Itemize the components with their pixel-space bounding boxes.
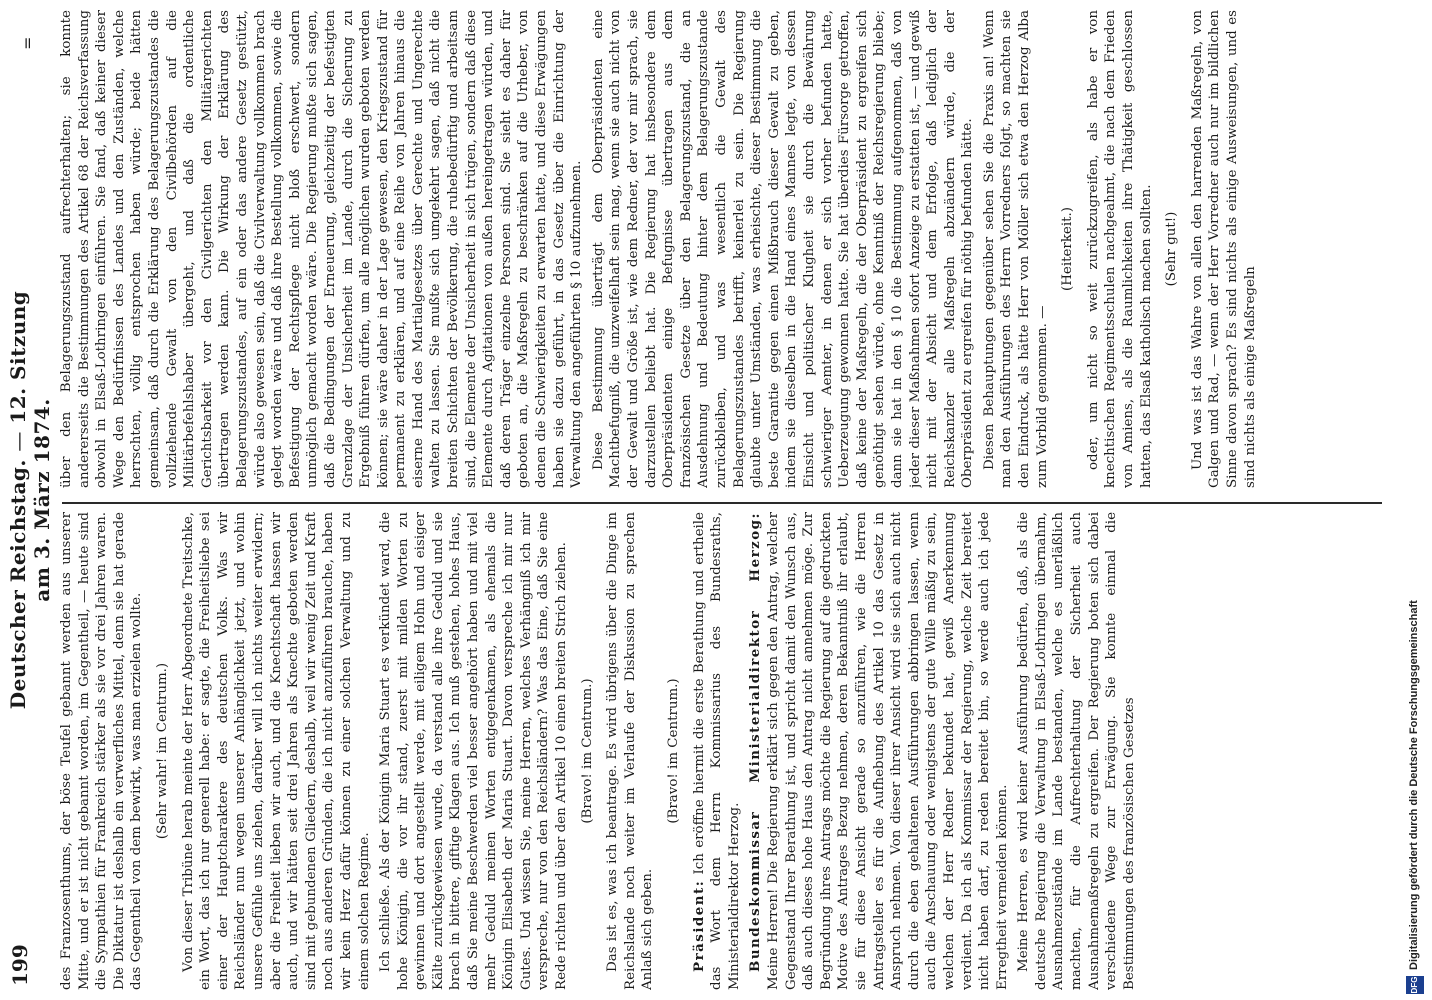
paragraph	[1015, 512, 1138, 990]
paragraph-text: Meine Herren! Die Regierung erklärt sich gegen den Antrag, welcher Gegenstand Ihrer Berathung ist, und spricht damit den Wunsch aus, daß auch dieses hohe Haus den Antrag nicht annehmen möge. Zur Begründung ihres Antrags möchte die Regierung auf die gedruckten Motive des Antrages Bezug nehmen, deren Bekanntniß ihr erlaubt, sie für diese Ansicht gerade so anzuführen, wie die Herren Antragsteller es für die Aufhebung des Artikel 10 das Gesetz in Anspruch nehmen. Von dieser ihrer Ansicht wird sie sich auch nicht durch die eben gehaltenen Ausführungen abbringen lassen, wenn auch die Anschauung oder wenigstens der gute Wille mäßig zu sein, welchen der Herr Redner bekundet hat, gewiß Anerkennung verdient. Da ich als Kommissar der Regierung, welche Zeit bereitet nicht haben darf, zu reden bereitet bin, so werde auch ich jede Erregtheit vermeiden können.	[765, 512, 1010, 990]
paragraph-text: Diesen Behauptungen gegenüber sehen Sie die Praxis an! Wenn man den Ausführungen des Herrn Vorredners folgt, so machten sie den Eindruck, als hätte Herr von Möller sich etwa den Herzog Alba zum Vorbild genommen. —	[981, 10, 1050, 488]
header-mark: =	[18, 36, 37, 50]
paragraph	[981, 10, 1051, 488]
interjection: (Bravo! im Centrum.)	[579, 678, 595, 824]
left-text-column	[58, 512, 1388, 990]
paragraph-text: des Franzosenthums, der böse Teufel gebannt werden aus unserer Mitte, und er ist nicht gebannt worden, im Gegentheil, — heute sind die Sympathien für Frankreich stärker als sie vor drei Jahren waren. Die Diktatur ist deshalb ein verwerfliches Mittel, denn sie hat gerade das Gegentheil von dem bewirkt, was man erzielen wollte.	[59, 512, 145, 990]
running-title-left: Deutscher Reichstag.	[6, 459, 30, 710]
paragraph	[691, 512, 744, 990]
speaker-name: Präsident:	[690, 879, 707, 972]
paragraph-text: Meine Herren, es wird keiner Ausführung bedürfen, daß, als die deutsche Regierung die Verwaltung in Elsaß-Lothringen übernahm, Ausnahmezustände im Lande bestanden, welche es unerläßlich machten, für die Aufrechterhaltung der Sicherheit auch Ausnahmemaßregeln zu ergreifen. Der Regierung boten sich dabei verschiedene Wege zur Erwägung. Sie konnte einmal die Bestimmungen des französischen Gesetzes	[1016, 512, 1137, 990]
paragraph	[590, 10, 977, 488]
page-number: 199	[8, 944, 32, 986]
paragraph	[1085, 10, 1155, 488]
running-title-separator: —	[6, 431, 30, 452]
interjection: (Bravo! im Centrum.)	[666, 678, 681, 824]
credit-text: Digitalisierung gefördert durch die Deutsche Forschungsgemeinschaft	[1408, 600, 1420, 970]
right-text-column	[58, 10, 1388, 488]
paragraph-text: oder, um nicht so weit zurückzugreifen, als habe er von knechtischen Regimentsschulen nachgeahmt, die nach dem Frieden von Amiens, als die Raumlichkeiten ihre Thätigkeit geschlossen hatten, das Elsaß katholisch machen sollten.	[1085, 10, 1154, 488]
paragraph-text: über den Belagerungszustand aufrechterhalten; sie konnte andererseits die Bestimmungen des Artikel 68 der Reichsverfassung obwohl in Elsaß-Lothringen einführen. Sie fand, daß keiner dieser Wege den Bedürfnissen des Landes und den Zuständen, welche herrschten, völlig entsprochen haben würde; beide hätten gemeinsam, daß durch die Erklärung des Belagerungszustandes die vollziehende Gewalt von den Civilbehörden auf die Militärbefehlshaber übergeht, und daß die ordentliche Gerichtsbarkeit vor den Civilgerichten den Militärgerichten übertragen werden kann. Die Wirkung der Erklärung des Belagerungszustandes, auf ein oder das andere Gesetz gestützt, würde also gewesen sein, daß die Civilverwaltung vollkommen brach gelegt worden wäre und daß ihre Bestellung vollkommen, sowie die Befestigung der Rechtspflege nicht bloß erschwert, sondern unmöglich gemacht worden wäre. Die Regierung mußte sich sagen, daß die Bedingungen der Erneuerung, gleichzeitig der befestigten Grenzlage der Unsicherheit im Lande, durch die Sicherung zu Ergebniß führen dürfen, um alle möglichen wurden geboten werden können; sie wäre daher in der Lage gewesen, den Kriegszustand für permanent zu erklären, und auf eine Reihe von Jahren hinaus die eiserne Hand des Martialgesetzes über Gerechte und Ungerechte walten zu lassen. Sie mußte sich umgekehrt sagen, daß nicht die breiten Schichten der Bevölkerung, die ruhebedürftig und arbeitsam sind, die Elemente der Unsicherheit in sich trügen, sondern daß diese Elemente durch Agitationen von außen hereingetragen würden, und daß deren Träger einzelne Personen sind. Sie sieht es daher für geboten an, die Maßregeln zu beschränken auf die Urheber, von denen die Schwierigkeiten zu erwarten hatte, und diese Erwägungen haben sie dazu geführt, in das Gesetz über die Einrichtung der Verwaltung den angeführten § 10 aufzunehmen.	[59, 10, 585, 488]
paragraph-text: Diese Bestimmung überträgt dem Oberpräsidenten eine Machtbefugniß, die unzweifelhaft sein mag, wenn sie auch nicht von der Gewalt und Größe ist, wie dem Redner, der vor mir sprach, sie darzustellen beliebt hat. Die Regierung hat insbesondere dem Oberpräsidenten einige Befugnisse übertragen aus dem französischen Gesetze über den Belagerungszustand, die an Ausdehnung und Bedeutung hinter dem Belagerungszustande zurückbleiben, und was wesentlich die Gewalt des Belagerungszustandes betrifft, keinerlei zu sein. Die Regierung glaubte unter Umständen, was erheischte, dieser Bestimmung die beste Garantie gegen einen Mißbrauch dieser Gewalt zu geben, indem sie dieselben in die Hand eines Mannes legte, von dessen Einsicht und politischer Klugheit sie durch die Bewährung schwieriger Aemter, in denen er sich vorher befunden hatte, Ueberzeugung gewonnen hatte. Sie hat überdies Fürsorge getroffen, daß keine der Maßregeln, die der Oberpräsident zu ergreifen sich genöthigt sehen würde, ohne Kenntniß der Reichsregierung bliebe; dann sie hat in den § 10 die Bestimmung aufgenommen, daß von jeder dieser Maßnahmen sofort Anzeige zu erstatten ist, — und gewiß nicht mit der Absicht und dem Erfolge, daß lediglich der Reichskanzler alle Maßregeln abzuändern würde, die der Oberpräsident zu ergreifen für nöthig befunden hätte.	[590, 10, 976, 488]
paragraph-text: Das ist es, was ich beantrage. Es wird übrigens über die Dinge im Reichslande noch weiter im Verlaufe der Diskussion zu sprechen Anlaß sich geben.	[605, 512, 656, 990]
paragraph	[1189, 10, 1259, 488]
paragraph	[58, 10, 586, 488]
running-title	[6, 270, 54, 730]
paragraph-text: Ich schließe. Als der Königin Maria Stuart es verkündet ward, die hohe Königin, die vor ihr stand, zuerst mit milden Worten zu gewinnen und dort angestellt werde, mit eiligem Hohn und eisiger Kälte zurückgewiesen wurde, da verstand alle ihre Geduld und sie brach in bittere, giftige Klagen aus. Ich muß gestehen, hohes Haus, daß Sie meine Beschwerden viel besser angehört haben und mit viel mehr Geduld meinen Worten entgegenkamen, als ehemals die Königin Elisabeth der Maria Stuart. Davon verspreche ich mir nur Gutes. Und wissen Sie, meine Herren, welches Verhängniß ich mir verspreche, nur von den Reichsländern? Was das Eine, daß Sie eine Rede richten und über den Artikel 10 einen breiten Strich ziehen.	[378, 512, 570, 990]
page-header	[0, 0, 60, 1000]
paragraph-text: Ich eröffne hiermit die erste Berathung und ertheile das Wort dem Herrn Kommissarius des Bundesraths, Ministerialdirektor Herzog.	[691, 512, 742, 990]
column-divider	[62, 502, 1382, 504]
interjection: (Heiterkeit.)	[1060, 207, 1076, 291]
paragraph	[747, 512, 1011, 990]
speaker-name: Bundeskommissar Ministerialdirektor Herzog:	[747, 512, 764, 972]
paragraph	[180, 512, 374, 990]
interjection: (Sehr wahr! im Centrum.)	[154, 662, 170, 840]
dfg-logo-icon: DFG	[1406, 976, 1424, 994]
paragraph-text: Und was ist das Wahre von allen den harrenden Maßregeln, von Galgen und Rad, — wenn der Herr Vorredner auch nur im bildlichen Sinne davon sprach? Es sind nichts als einige Ausweisungen, und es sind nichts als einige Maßregeln	[1189, 10, 1258, 488]
running-title-right: 12. Sitzung am 3. März 1874.	[6, 290, 54, 602]
paragraph	[377, 512, 571, 990]
paragraph	[58, 512, 146, 990]
paragraph	[604, 512, 657, 990]
digitization-credit	[1398, 0, 1432, 1000]
paragraph-text: Von dieser Tribüne herab meinte der Herr Abgeordnete Treitschke, ein Wort, das ich nur generell habe: er sagte, die Freiheitsliebe sei einer der Hauptcharaktere des deutschen Volks. Was wir Reichsländer nun wegen unserer Anhänglichkeit jetzt, und wohin unsere Gefühle uns ziehen, darüber will ich nichts weiter erwidern; aber die Freiheit lieben wir auch, und die Knechtschaft hassen wir auch, und wir hätten seit drei Jahren als Knechte geboten werden sind mit gebundenen Gliedern, deshalb, weil wir wenig Zeit und Kraft noch aus anderen Gründen, die ich nicht anzuführen brauche, haben wir kein Herz dafür können zu einer solchen Verwaltung und zu einem solchen Regime.	[180, 512, 372, 990]
interjection: (Sehr gut!)	[1164, 211, 1180, 287]
